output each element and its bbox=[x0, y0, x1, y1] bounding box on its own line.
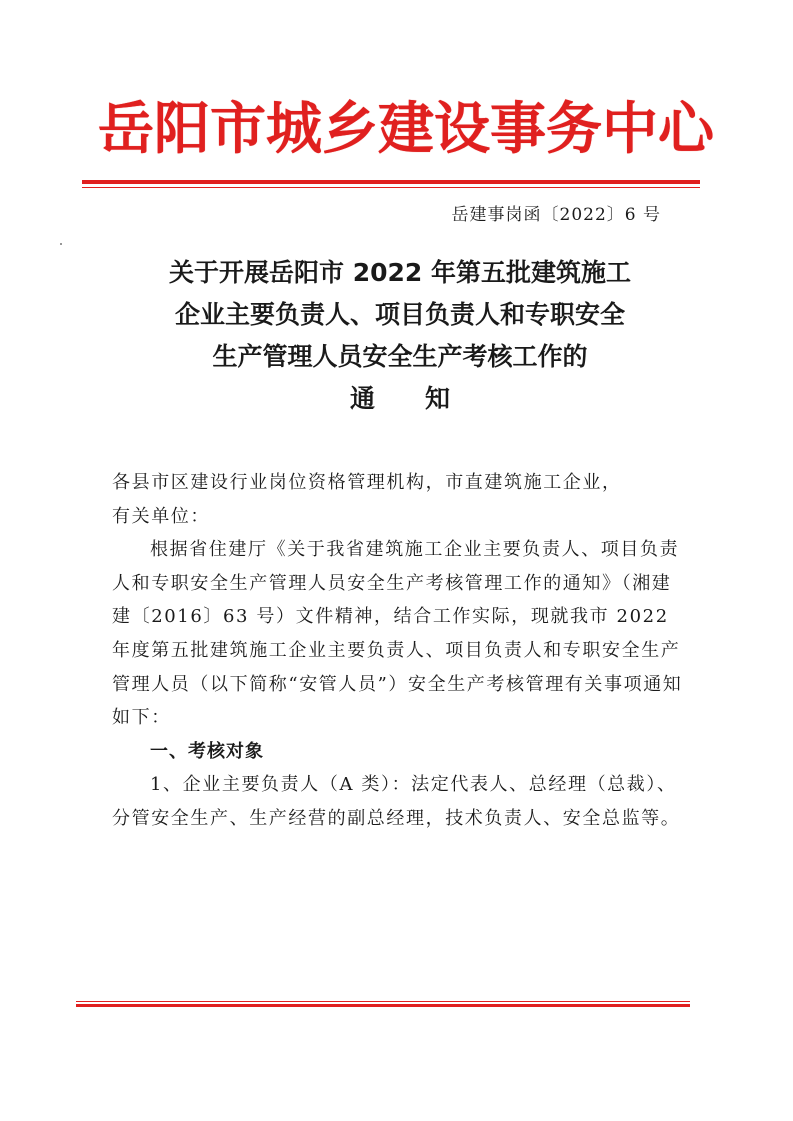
scan-speck bbox=[60, 243, 62, 245]
body-paragraph: 根据省住建厅《关于我省建筑施工企业主要负责人、项目负责人和专职安全生产管理人员安全生产考核管理工作的通知》（湘建建〔2016〕63 号）文件精神，结合工作实际，现就我市 2022 年度第五批建筑施工企业主要负责人、项目负责人和专职安全生产管理人员（以下简称“安管人员”）安全生产考核管理有关事项通知如下： bbox=[112, 539, 683, 729]
title-line-notice: 通知 bbox=[349, 384, 500, 413]
addressee-line: 有关单位： bbox=[112, 505, 210, 527]
title-line: 生产管理人员安全生产考核工作的 bbox=[212, 342, 588, 371]
title-line: 企业主要负责人、项目负责人和专职安全 bbox=[174, 300, 625, 329]
divider-thin-line bbox=[82, 187, 700, 188]
footer-divider bbox=[76, 1001, 690, 1007]
section-heading: 一、考核对象 bbox=[150, 740, 264, 762]
addressee-line: 各县市区建设行业岗位资格管理机构，市直建筑施工企业， bbox=[112, 472, 622, 493]
divider-thin-line bbox=[76, 1001, 690, 1002]
title-line: 关于开展岳阳市 2022 年第五批建筑施工 bbox=[169, 258, 631, 287]
divider-thick-line bbox=[82, 180, 700, 184]
letterhead-org-name: 岳阳市城乡建设事务中心 bbox=[98, 96, 714, 162]
list-item: 1、企业主要负责人（A 类）：法定代表人、总经理（总裁）、分管安全生产、生产经营的副总经理，技术负责人、安全总监等。 bbox=[112, 774, 681, 829]
document-body bbox=[112, 466, 687, 836]
divider-thick-line bbox=[76, 1004, 690, 1007]
document-number: 岳建事岗函〔2022〕6 号 bbox=[451, 205, 661, 225]
addressee bbox=[112, 466, 687, 533]
document-title bbox=[80, 252, 720, 420]
